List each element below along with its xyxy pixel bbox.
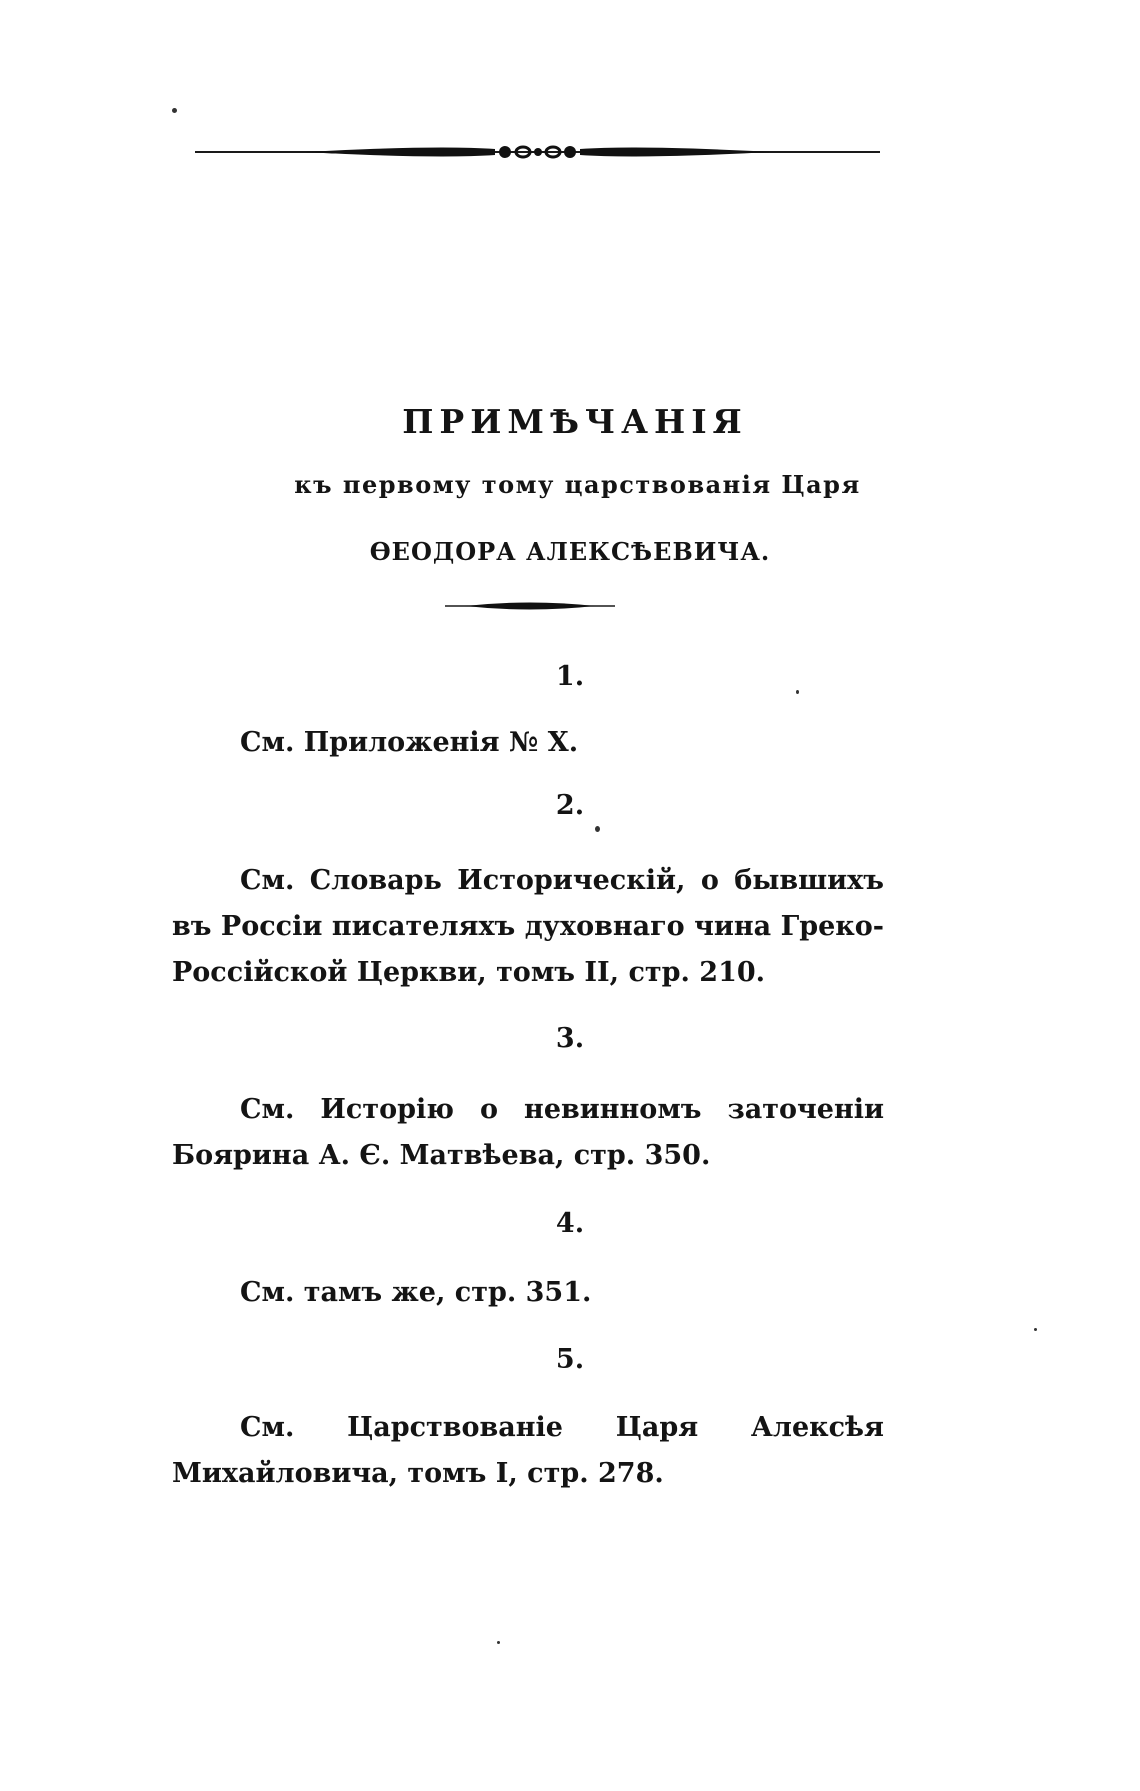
note-number: 3. xyxy=(555,1023,585,1054)
page-title: ПРИМѢЧАНІЯ xyxy=(402,402,748,441)
note-number: 4. xyxy=(555,1208,585,1239)
note-text: См. Царствованіе Царя Алексѣя Михайловича, томъ I, стр. 278. xyxy=(172,1412,884,1489)
divider-ornament xyxy=(445,598,615,614)
note-number: 1. xyxy=(555,661,585,692)
note-text: См. Словарь Историческій, о бывшихъ въ Россіи писателяхъ духовнаго чина Греко-Россійской Церкви, томъ II, стр. 210. xyxy=(172,865,884,988)
note-number: 5. xyxy=(555,1344,585,1375)
paper-speck xyxy=(595,826,600,832)
paper-speck xyxy=(796,690,799,694)
paper-speck xyxy=(172,108,177,113)
note-text: См. тамъ же, стр. 351. xyxy=(240,1277,592,1308)
top-ornament-rule xyxy=(195,140,880,164)
note-number: 2. xyxy=(555,790,585,821)
note-text: См. Исторію о невинномъ заточеніи Боярина А. Є. Матвѣева, стр. 350. xyxy=(172,1094,884,1171)
page-subtitle: къ первому тому царствованія Царя xyxy=(294,470,861,499)
paper-speck xyxy=(497,1641,500,1644)
page-subtitle-name: ѲЕОДОРА АЛЕКСѢЕВИЧА. xyxy=(369,537,771,566)
note-text: См. Приложенія № X. xyxy=(240,727,579,758)
paper-speck xyxy=(1034,1328,1037,1331)
